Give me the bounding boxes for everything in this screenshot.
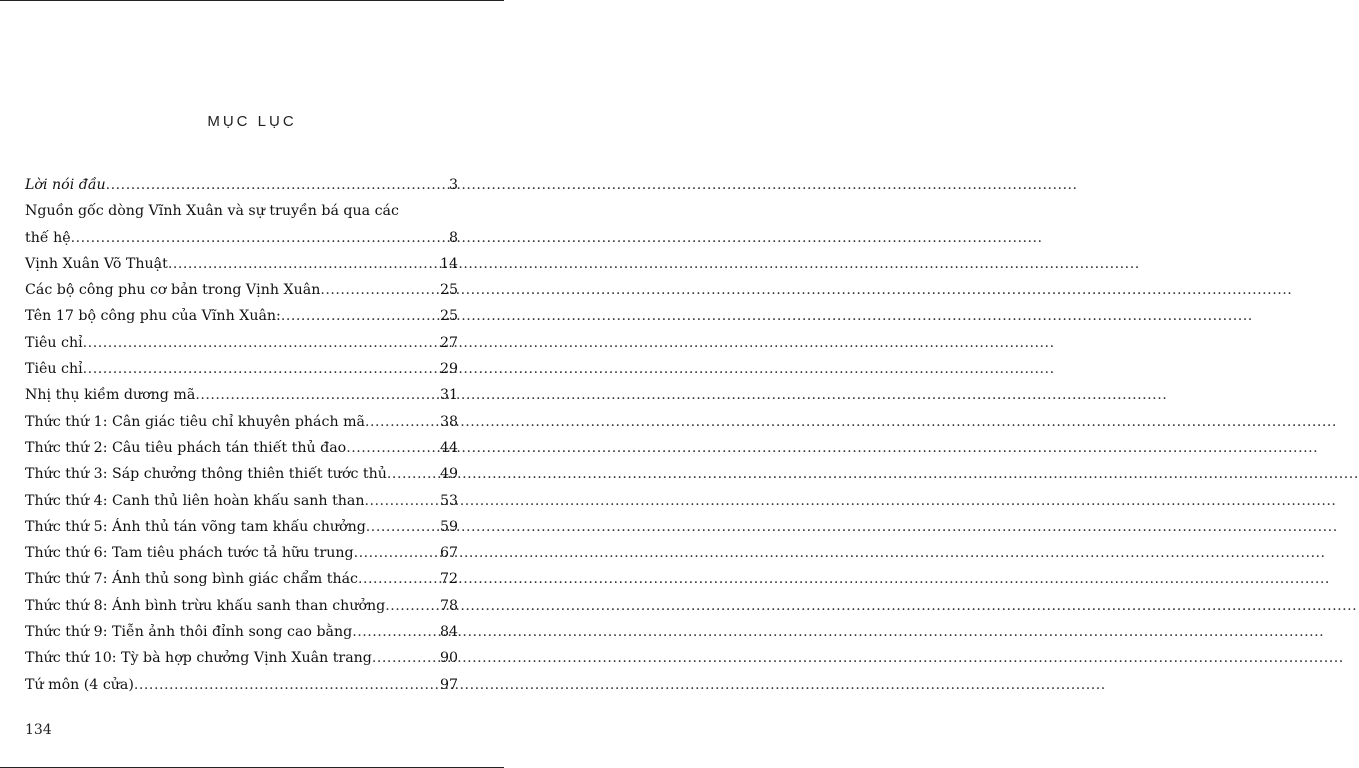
toc-entry-title: Vịnh Xuân Võ Thuật <box>25 255 168 272</box>
dot-leader <box>366 514 433 540</box>
dot-leader <box>352 619 433 645</box>
toc-entry <box>25 619 458 645</box>
toc-entry <box>25 172 458 198</box>
toc-entry-title: Thức thứ 8: Ánh bình trừu khấu sanh than chưởng <box>25 597 386 614</box>
dot-leader <box>83 330 433 356</box>
toc-entry <box>25 645 458 671</box>
dot-leader <box>134 672 433 698</box>
toc-entry-page: 49 <box>439 466 458 483</box>
toc-entry <box>25 514 458 540</box>
toc-entry-page: 90 <box>439 650 458 667</box>
toc-entry-title: Thức thứ 3: Sáp chưởng thông thiên thiết tước thủ <box>25 466 387 483</box>
toc-entry-title: Tiêu chỉ <box>25 361 83 378</box>
toc-entry-title: Tiêu chỉ <box>25 334 83 351</box>
dot-leader <box>372 645 433 671</box>
toc-entry-title: Thức thứ 10: Tỳ bà hợp chưởng Vịnh Xuân trang <box>25 650 372 667</box>
toc-entry-page: 97 <box>439 676 458 693</box>
toc-entry-title: Thức thứ 5: Ánh thủ tán võng tam khấu chưởng <box>25 518 366 535</box>
toc-entry <box>25 566 458 592</box>
toc-entry-page: 84 <box>439 624 458 641</box>
toc-entry-title: Lời nói đầu <box>25 177 106 193</box>
dot-leader <box>358 566 433 592</box>
toc-entry-page: 8 <box>448 229 458 246</box>
toc-entry-page: 31 <box>439 387 458 404</box>
toc-entry-page: 38 <box>439 413 458 430</box>
dot-leader <box>387 461 433 487</box>
toc-entry-page: 67 <box>439 545 458 562</box>
toc-entry-page: 78 <box>439 597 458 614</box>
toc-entry-page: 72 <box>439 571 458 588</box>
toc-entry <box>25 461 458 487</box>
toc-entry-page: 25 <box>439 308 458 325</box>
toc-entry-page: 27 <box>439 334 458 351</box>
dot-leader <box>365 488 433 514</box>
toc-entry-page: 59 <box>439 518 458 535</box>
toc-entry-page: 53 <box>439 492 458 509</box>
page-title: MỤC LỤC <box>207 113 297 130</box>
dot-leader <box>385 593 433 619</box>
toc-entry-page: 29 <box>439 361 458 378</box>
toc-entry-title: Các bộ công phu cơ bản trong Vịnh Xuân <box>25 282 321 299</box>
dot-leader <box>320 277 433 303</box>
top-rule <box>0 0 504 1</box>
toc-entry-page: 25 <box>439 282 458 299</box>
toc-entry <box>25 672 458 698</box>
dot-leader <box>106 172 433 198</box>
dot-leader <box>168 251 433 277</box>
table-of-contents <box>25 172 458 698</box>
toc-entry-title-line: Nguồn gốc dòng Vĩnh Xuân và sự truyền bá qua các <box>25 203 399 220</box>
dot-leader <box>354 540 433 566</box>
toc-entry <box>25 198 458 251</box>
toc-entry-page: 14 <box>439 255 458 272</box>
toc-entry-title: Tên 17 bộ công phu của Vĩnh Xuân: <box>25 308 281 325</box>
page-number: 134 <box>25 722 52 738</box>
toc-entry-title: Nhị thụ kiềm dương mã <box>25 387 196 404</box>
toc-entry-title: thế hệ <box>25 229 71 246</box>
toc-entry <box>25 303 458 329</box>
toc-entry-title: Thức thứ 1: Cân giác tiêu chỉ khuyên phách mã <box>25 413 366 430</box>
toc-entry <box>25 488 458 514</box>
dot-leader <box>365 409 433 435</box>
dot-leader <box>281 303 433 329</box>
toc-entry-title: Thức thứ 6: Tam tiêu phách tước tả hữu trung <box>25 545 354 562</box>
toc-entry-title: Tứ môn (4 cửa) <box>25 676 134 693</box>
toc-entry-title: Thức thứ 4: Canh thủ liên hoàn khấu sanh than <box>25 492 365 509</box>
toc-entry <box>25 330 458 356</box>
toc-entry <box>25 382 458 408</box>
toc-entry-page: 3 <box>448 177 458 193</box>
toc-entry <box>25 593 458 619</box>
toc-entry-page: 44 <box>439 439 458 456</box>
dot-leader <box>195 382 433 408</box>
toc-entry <box>25 251 458 277</box>
dot-leader <box>346 435 433 461</box>
toc-entry <box>25 540 458 566</box>
toc-entry-title: Thức thứ 7: Ánh thủ song bình giác chẩm thác <box>25 571 358 588</box>
toc-entry-title: Thức thứ 9: Tiễn ảnh thôi đỉnh song cao bằng <box>25 624 353 641</box>
toc-entry <box>25 409 458 435</box>
toc-entry <box>25 277 458 303</box>
toc-entry <box>25 435 458 461</box>
toc-entry-title: Thức thứ 2: Câu tiêu phách tán thiết thủ đao <box>25 439 347 456</box>
toc-entry <box>25 356 458 382</box>
dot-leader <box>71 225 433 251</box>
dot-leader <box>83 356 433 382</box>
